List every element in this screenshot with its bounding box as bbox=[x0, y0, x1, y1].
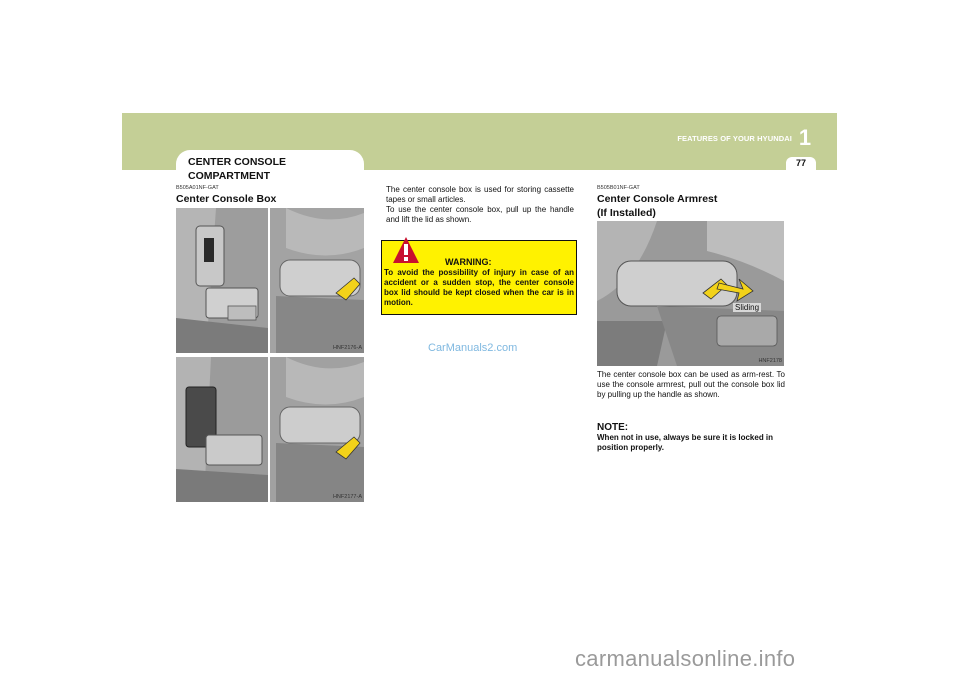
photo2-label: HNF2177-A bbox=[332, 494, 362, 500]
watermark-link[interactable]: CarManuals2.com bbox=[428, 342, 518, 354]
page-number: 77 bbox=[795, 158, 806, 168]
middle-body-text bbox=[386, 185, 574, 225]
middle-body-line2: To use the center console box, pull up the handle and lift the lid as shown. bbox=[386, 205, 574, 224]
section-title-line2: COMPARTMENT bbox=[188, 170, 271, 182]
photo-console-box-closed bbox=[176, 357, 364, 502]
exclamation-icon bbox=[392, 236, 420, 264]
section-code: B505A01NF-GAT bbox=[176, 185, 219, 191]
chapter-number: 1 bbox=[798, 125, 812, 150]
photo3-label: HNF2178 bbox=[758, 358, 782, 364]
photo-console-box-closed-art bbox=[176, 357, 364, 502]
footer-watermark: carmanualsonline.info bbox=[575, 646, 796, 671]
section-title bbox=[188, 155, 308, 183]
photo-console-armrest-art bbox=[597, 221, 784, 366]
warning-title: WARNING: bbox=[445, 257, 492, 267]
chapter-title: FEATURES OF YOUR HYUNDAI bbox=[677, 134, 792, 143]
right-section-code: B505B01NF-GAT bbox=[597, 185, 640, 191]
middle-body-line1: The center console box is used for storing cassette tapes or small articles. bbox=[386, 185, 574, 204]
note-text: When not in use, always be sure it is locked in position properly. bbox=[597, 433, 774, 452]
photo-console-box-open-art bbox=[176, 208, 364, 353]
photo1-label: HNF2176-A bbox=[332, 345, 362, 351]
subhead-armrest bbox=[597, 192, 717, 220]
photo-console-box-open bbox=[176, 208, 364, 353]
sliding-label: Sliding bbox=[735, 303, 760, 312]
note-title: NOTE: bbox=[597, 422, 629, 433]
warning-text: To avoid the possibility of injury in case of an accident or a sudden stop, the center console box lid should be kept closed when the car is in motion. bbox=[384, 268, 574, 307]
subhead-armrest-line2: (If Installed) bbox=[597, 207, 656, 219]
section-title-line1: CENTER CONSOLE bbox=[188, 156, 287, 168]
subhead-console-box: Center Console Box bbox=[176, 193, 277, 205]
right-body-text: The center console box can be used as arm-rest. To use the console armrest, pull out the console box lid by pulling up the handle as shown. bbox=[597, 370, 785, 399]
photo-console-armrest bbox=[597, 221, 784, 366]
subhead-armrest-line1: Center Console Armrest bbox=[597, 193, 718, 205]
